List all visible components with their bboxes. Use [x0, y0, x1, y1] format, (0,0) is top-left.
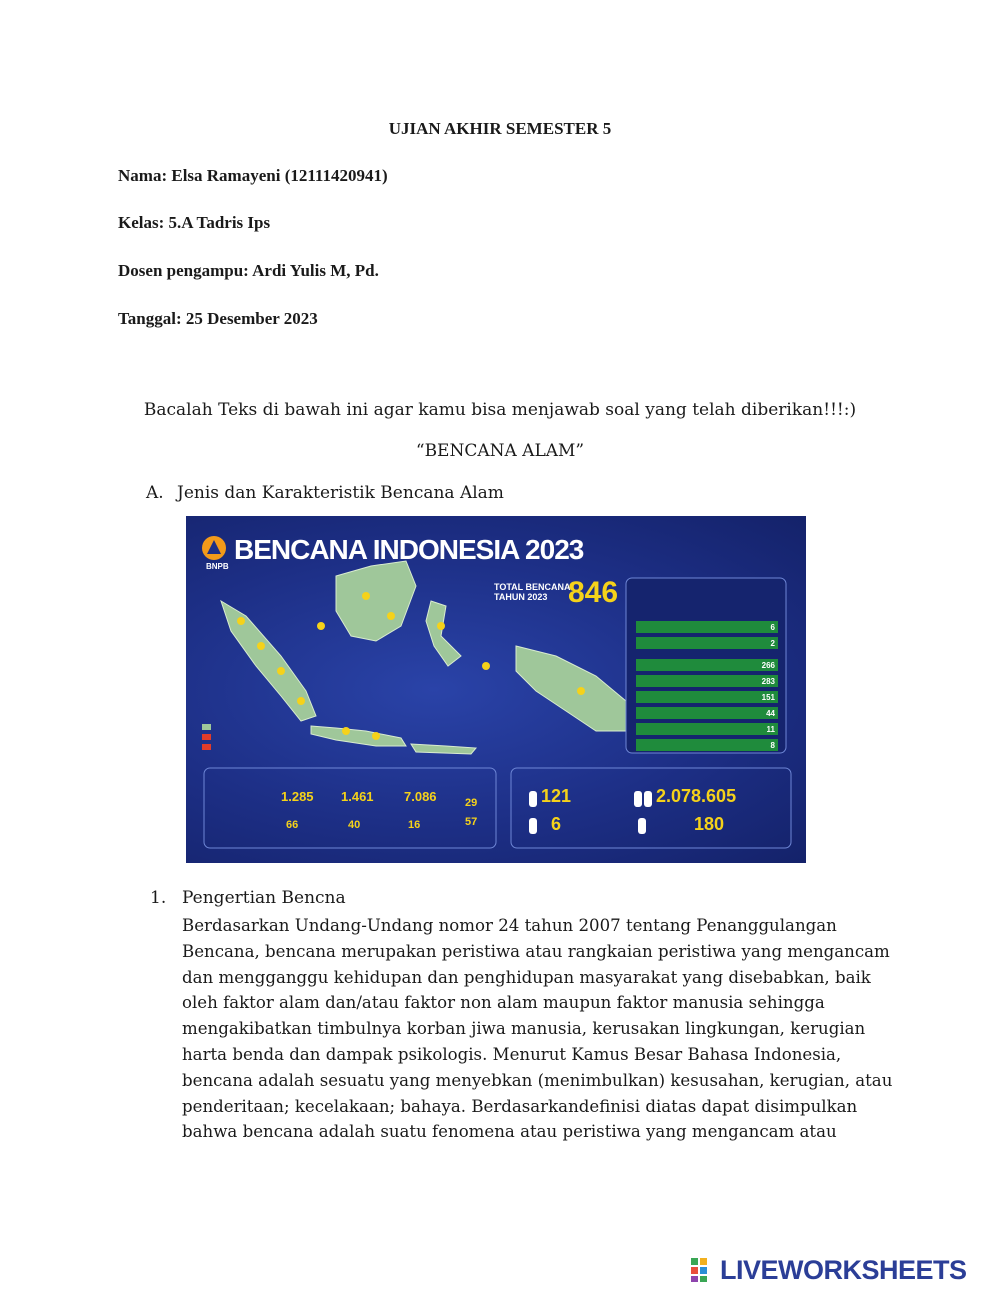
stat-value: 121 [541, 786, 572, 806]
section-a-marker: A. [146, 483, 164, 503]
paragraph-line: Berdasarkan Undang-Undang nomor 24 tahun 2007 tentang Penanggulangan [182, 916, 837, 935]
item-1-marker: 1. [150, 888, 167, 908]
bottom-value: 57 [465, 816, 478, 828]
paragraph-line: Bencana, bencana merupakan peristiwa atau rangkaian peristiwa yang mengancam [182, 941, 890, 961]
side-value: 8 [770, 741, 775, 750]
bottom-value: 29 [465, 797, 478, 809]
total-label-2: TAHUN 2023 [494, 592, 548, 602]
bottom-value: 7.086 [404, 789, 437, 804]
papua-map-shape [516, 646, 631, 731]
person-icon [529, 791, 537, 807]
paragraph-line: mengakibatkan timbulnya korban jiwa manusia, kerusakan lingkungan, kerugian [182, 1019, 866, 1039]
person-icon [644, 791, 652, 807]
stat-value: 6 [551, 814, 562, 834]
total-value: 846 [568, 576, 619, 609]
side-value: 6 [770, 623, 775, 632]
liveworksheets-logo-icon [691, 1258, 717, 1282]
liveworksheets-logo[interactable] [691, 1256, 967, 1284]
bottom-value: 16 [408, 819, 421, 831]
item-1-paragraph [182, 913, 902, 1145]
person-icon [529, 818, 537, 834]
java-map-shape [311, 726, 406, 746]
infographic-title: BENCANA INDONESIA 2023 [234, 534, 584, 565]
side-value: 266 [761, 661, 775, 670]
sulawesi-map-shape [426, 601, 461, 666]
side-value: 2 [770, 639, 775, 648]
brand-name: LIVEWORKSHEETS [720, 1254, 967, 1285]
student-class: Kelas: 5.A Tadris Ips [118, 213, 271, 232]
side-value: 151 [761, 693, 775, 702]
lecturer: Dosen pengampu: Ardi Yulis M, Pd. [118, 261, 379, 280]
paragraph-line: bencana adalah sesuatu yang menyebkan (menimbulkan) kesusahan, kerugian, atau [182, 1070, 893, 1090]
paragraph-line: dan mengganggu kehidupan dan penghidupan masyarakat yang disebabkan, baik [182, 967, 871, 987]
paragraph-line: harta benda dan dampak psikologis. Menurut Kamus Besar Bahasa Indonesia, [182, 1044, 842, 1064]
side-value: 283 [761, 677, 775, 686]
paragraph-line: penderitaan; kecelakaan; bahaya. Berdasarkandefinisi diatas dapat disimpulkan [182, 1096, 858, 1116]
paragraph-line: oleh faktor alam dan/atau faktor non alam maupun faktor manusia sehingga [182, 993, 825, 1013]
person-icon [634, 791, 642, 807]
stat-value: 2.078.605 [656, 786, 737, 806]
disaster-infographic [186, 516, 806, 863]
item-1-title: Pengertian Bencna [182, 888, 346, 908]
student-name: Nama: Elsa Ramayeni (12111420941) [118, 166, 388, 185]
exam-title: UJIAN AKHIR SEMESTER 5 [388, 119, 612, 138]
bottom-value: 1.461 [341, 789, 374, 804]
nusa-tenggara-map-shape [411, 744, 476, 754]
topic-title: “BENCANA ALAM” [415, 441, 585, 461]
person-icon [638, 818, 646, 834]
agency-label: BNPB [206, 562, 229, 571]
section-a-title: Jenis dan Karakteristik Bencana Alam [177, 483, 504, 503]
instruction-text: Bacalah Teks di bawah ini agar kamu bisa menjawab soal yang telah diberikan!!!:) [143, 400, 857, 420]
paragraph-line: bahwa bencana adalah suatu fenomena atau peristiwa yang mengancam atau [182, 1122, 837, 1142]
bottom-value: 1.285 [281, 789, 314, 804]
total-label-1: TOTAL BENCANA [494, 582, 571, 592]
side-value: 44 [766, 709, 775, 718]
bottom-value: 40 [348, 819, 361, 831]
exam-date: Tanggal: 25 Desember 2023 [118, 309, 318, 328]
kalimantan-map-shape [336, 561, 416, 641]
bottom-value: 66 [286, 819, 299, 831]
side-value: 11 [766, 725, 775, 734]
stat-value: 180 [694, 814, 725, 834]
